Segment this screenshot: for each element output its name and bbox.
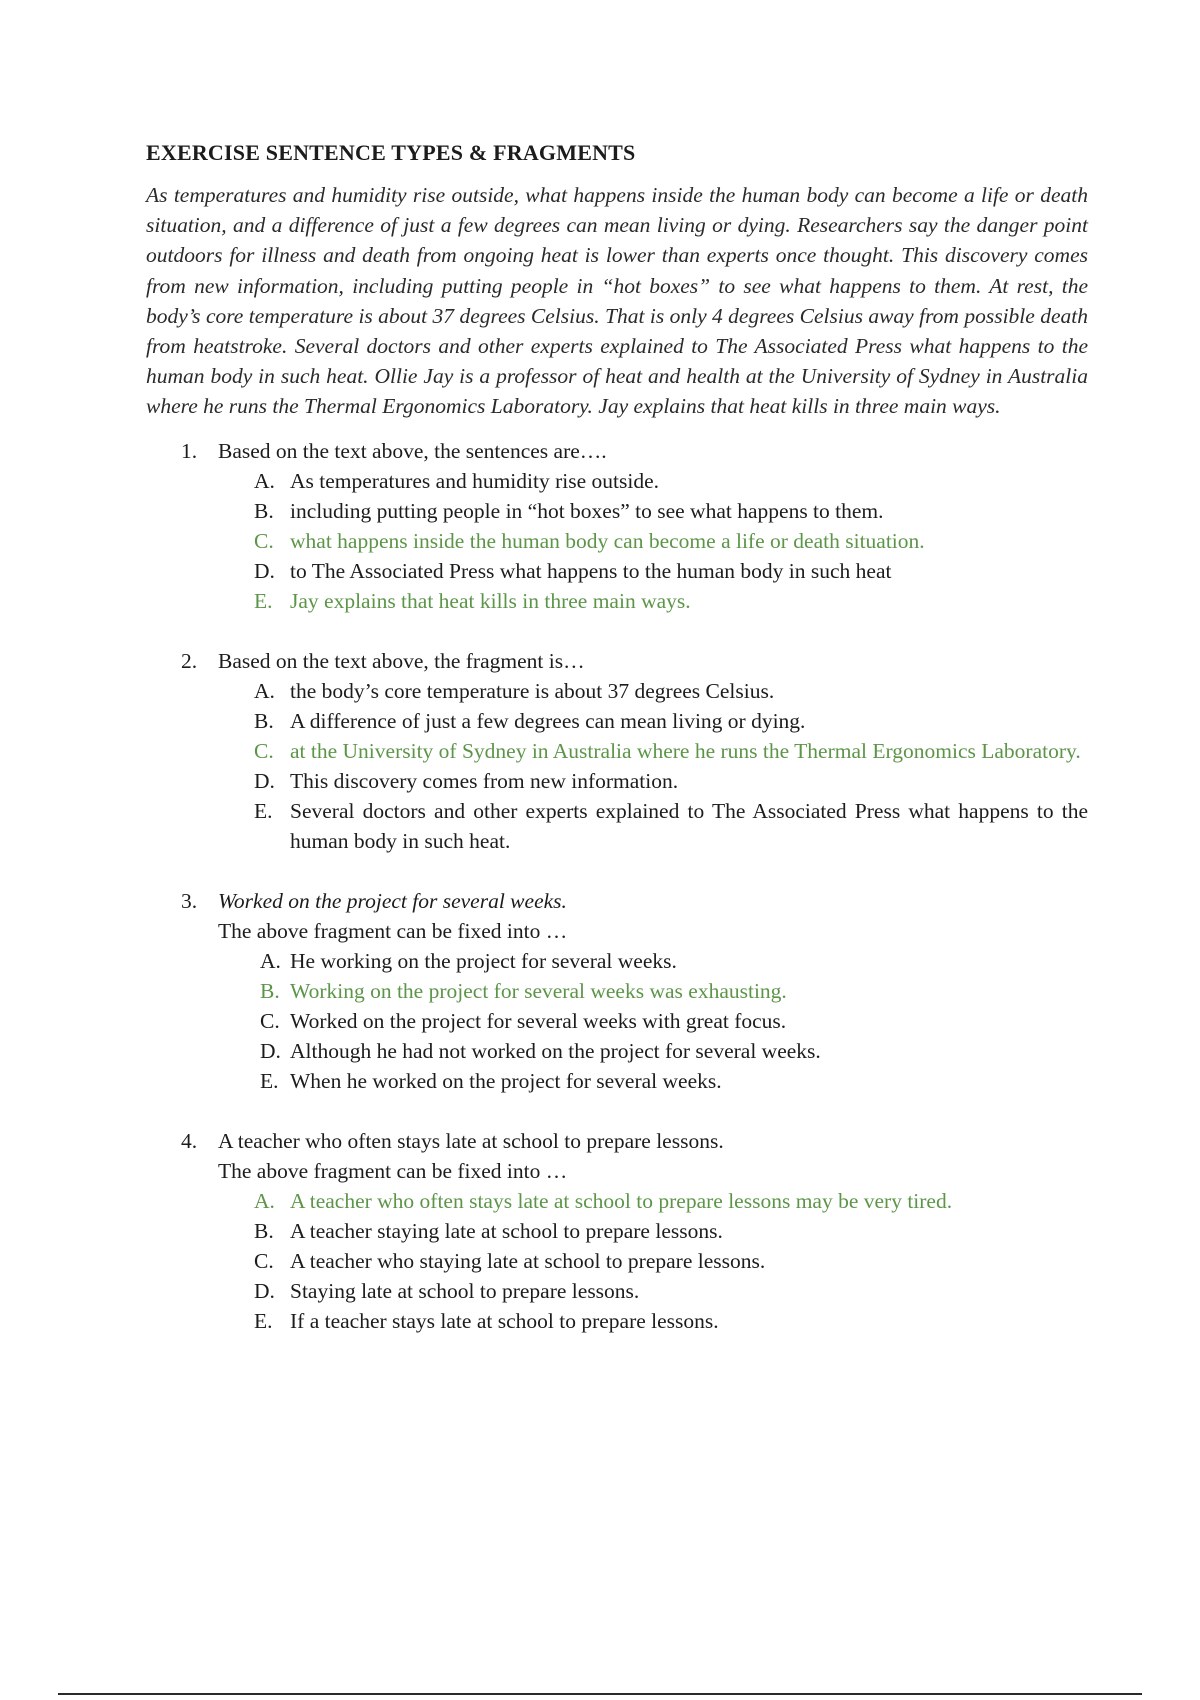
- option-e: [146, 796, 1088, 856]
- option-letter: D.: [254, 768, 275, 793]
- option-letter: D.: [254, 558, 275, 583]
- option-letter: C.: [254, 1248, 274, 1273]
- option-list: [146, 946, 1088, 1096]
- option-text: A difference of just a few degrees can mean living or dying.: [290, 708, 806, 733]
- question-number: 2.: [181, 648, 198, 673]
- option-text: A teacher who often stays late at school to prepare lessons may be very tired.: [290, 1188, 953, 1213]
- option-b: [146, 496, 1088, 526]
- option-d: [146, 1276, 1088, 1306]
- question-number: 4.: [181, 1128, 198, 1153]
- option-text: Jay explains that heat kills in three main ways.: [290, 588, 691, 613]
- question-sub-prompt: The above fragment can be fixed into …: [218, 918, 568, 943]
- option-text: to The Associated Press what happens to the human body in such heat: [290, 558, 892, 583]
- option-e: [146, 1306, 1088, 1336]
- option-a: [146, 1186, 1088, 1216]
- option-letter: E.: [260, 1068, 279, 1093]
- option-text: A teacher staying late at school to prepare lessons.: [290, 1218, 723, 1243]
- option-letter: D.: [254, 1278, 275, 1303]
- footer-divider: [58, 1693, 1142, 1695]
- option-letter: A.: [260, 948, 281, 973]
- question-1: [146, 436, 1088, 616]
- option-letter: B.: [260, 978, 280, 1003]
- option-letter: A.: [254, 1188, 275, 1213]
- option-d: [146, 556, 1088, 586]
- option-letter: D.: [260, 1038, 281, 1063]
- option-letter: C.: [260, 1008, 280, 1033]
- option-letter: B.: [254, 1218, 274, 1243]
- option-a: [146, 466, 1088, 496]
- option-e: [146, 1066, 1088, 1096]
- option-letter: E.: [254, 798, 273, 823]
- option-letter: B.: [254, 498, 274, 523]
- option-b: [146, 976, 1088, 1006]
- option-list: [146, 676, 1088, 856]
- question-4: [146, 1126, 1088, 1336]
- question-prompt: Based on the text above, the sentences are….: [218, 438, 607, 463]
- option-d: [146, 766, 1088, 796]
- option-text: When he worked on the project for several weeks.: [290, 1068, 722, 1093]
- option-text: Working on the project for several weeks was exhausting.: [290, 978, 787, 1003]
- option-text: Staying late at school to prepare lessons.: [290, 1278, 640, 1303]
- option-text: He working on the project for several weeks.: [290, 948, 677, 973]
- option-text: at the University of Sydney in Australia where he runs the Thermal Ergonomics Laboratory.: [290, 738, 1081, 763]
- option-text: the body’s core temperature is about 37 degrees Celsius.: [290, 678, 775, 703]
- question-prompt: Based on the text above, the fragment is…: [218, 648, 585, 673]
- option-text: Worked on the project for several weeks with great focus.: [290, 1008, 787, 1033]
- question-number: 3.: [181, 888, 198, 913]
- option-letter: A.: [254, 678, 275, 703]
- question-2: [146, 646, 1088, 856]
- option-text: including putting people in “hot boxes” to see what happens to them.: [290, 498, 884, 523]
- option-e: [146, 586, 1088, 616]
- question-3: [146, 886, 1088, 1096]
- option-list: [146, 1186, 1088, 1336]
- question-sub-prompt: The above fragment can be fixed into …: [218, 1158, 568, 1183]
- option-a: [146, 946, 1088, 976]
- question-prompt: Worked on the project for several weeks.: [218, 888, 567, 913]
- option-a: [146, 676, 1088, 706]
- option-c: [146, 1006, 1088, 1036]
- option-letter: C.: [254, 528, 274, 553]
- question-prompt-row: [146, 1126, 1088, 1156]
- option-text: A teacher who staying late at school to prepare lessons.: [290, 1248, 766, 1273]
- reading-passage: As temperatures and humidity rise outside, what happens inside the human body can become a life or death situation, and a difference of just a few degrees can mean living or dying. Researchers say the danger point outdoors for illness and death from ongoing heat is lower than experts once thought. This discovery comes from new information, including putting people in “hot boxes” to see what happens to them. At rest, the body’s core temperature is about 37 degrees Celsius. That is only 4 degrees Celsius away from possible death from heatstroke. Several doctors and other experts explained to The Associated Press what happens to the human body in such heat. Ollie Jay is a professor of heat and health at the University of Sydney in Australia where he runs the Thermal Ergonomics Laboratory. Jay explains that heat kills in three main ways.: [146, 183, 1088, 419]
- option-d: [146, 1036, 1088, 1066]
- option-text: As temperatures and humidity rise outside.: [290, 468, 660, 493]
- question-prompt-row: [146, 886, 1088, 916]
- question-prompt-row: [146, 436, 1088, 466]
- option-letter: E.: [254, 588, 273, 613]
- option-letter: A.: [254, 468, 275, 493]
- option-text: what happens inside the human body can become a life or death situation.: [290, 528, 925, 553]
- option-text: If a teacher stays late at school to prepare lessons.: [290, 1308, 719, 1333]
- option-letter: E.: [254, 1308, 273, 1333]
- option-c: [146, 1246, 1088, 1276]
- option-b: [146, 1216, 1088, 1246]
- option-letter: B.: [254, 708, 274, 733]
- question-list: [146, 436, 1088, 1336]
- option-letter: C.: [254, 738, 274, 763]
- question-prompt: A teacher who often stays late at school to prepare lessons.: [218, 1128, 724, 1153]
- option-c: [146, 526, 1088, 556]
- option-list: [146, 466, 1088, 616]
- document-title: EXERCISE SENTENCE TYPES & FRAGMENTS: [146, 140, 636, 165]
- document-page: [146, 140, 1088, 1336]
- option-text: Although he had not worked on the project for several weeks.: [290, 1038, 821, 1063]
- question-number: 1.: [181, 438, 198, 463]
- option-text: Several doctors and other experts explained to The Associated Press what happens to the human body in such heat.: [290, 798, 1088, 853]
- option-c: [146, 736, 1088, 766]
- option-b: [146, 706, 1088, 736]
- option-text: This discovery comes from new information.: [290, 768, 679, 793]
- question-prompt-row: [146, 646, 1088, 676]
